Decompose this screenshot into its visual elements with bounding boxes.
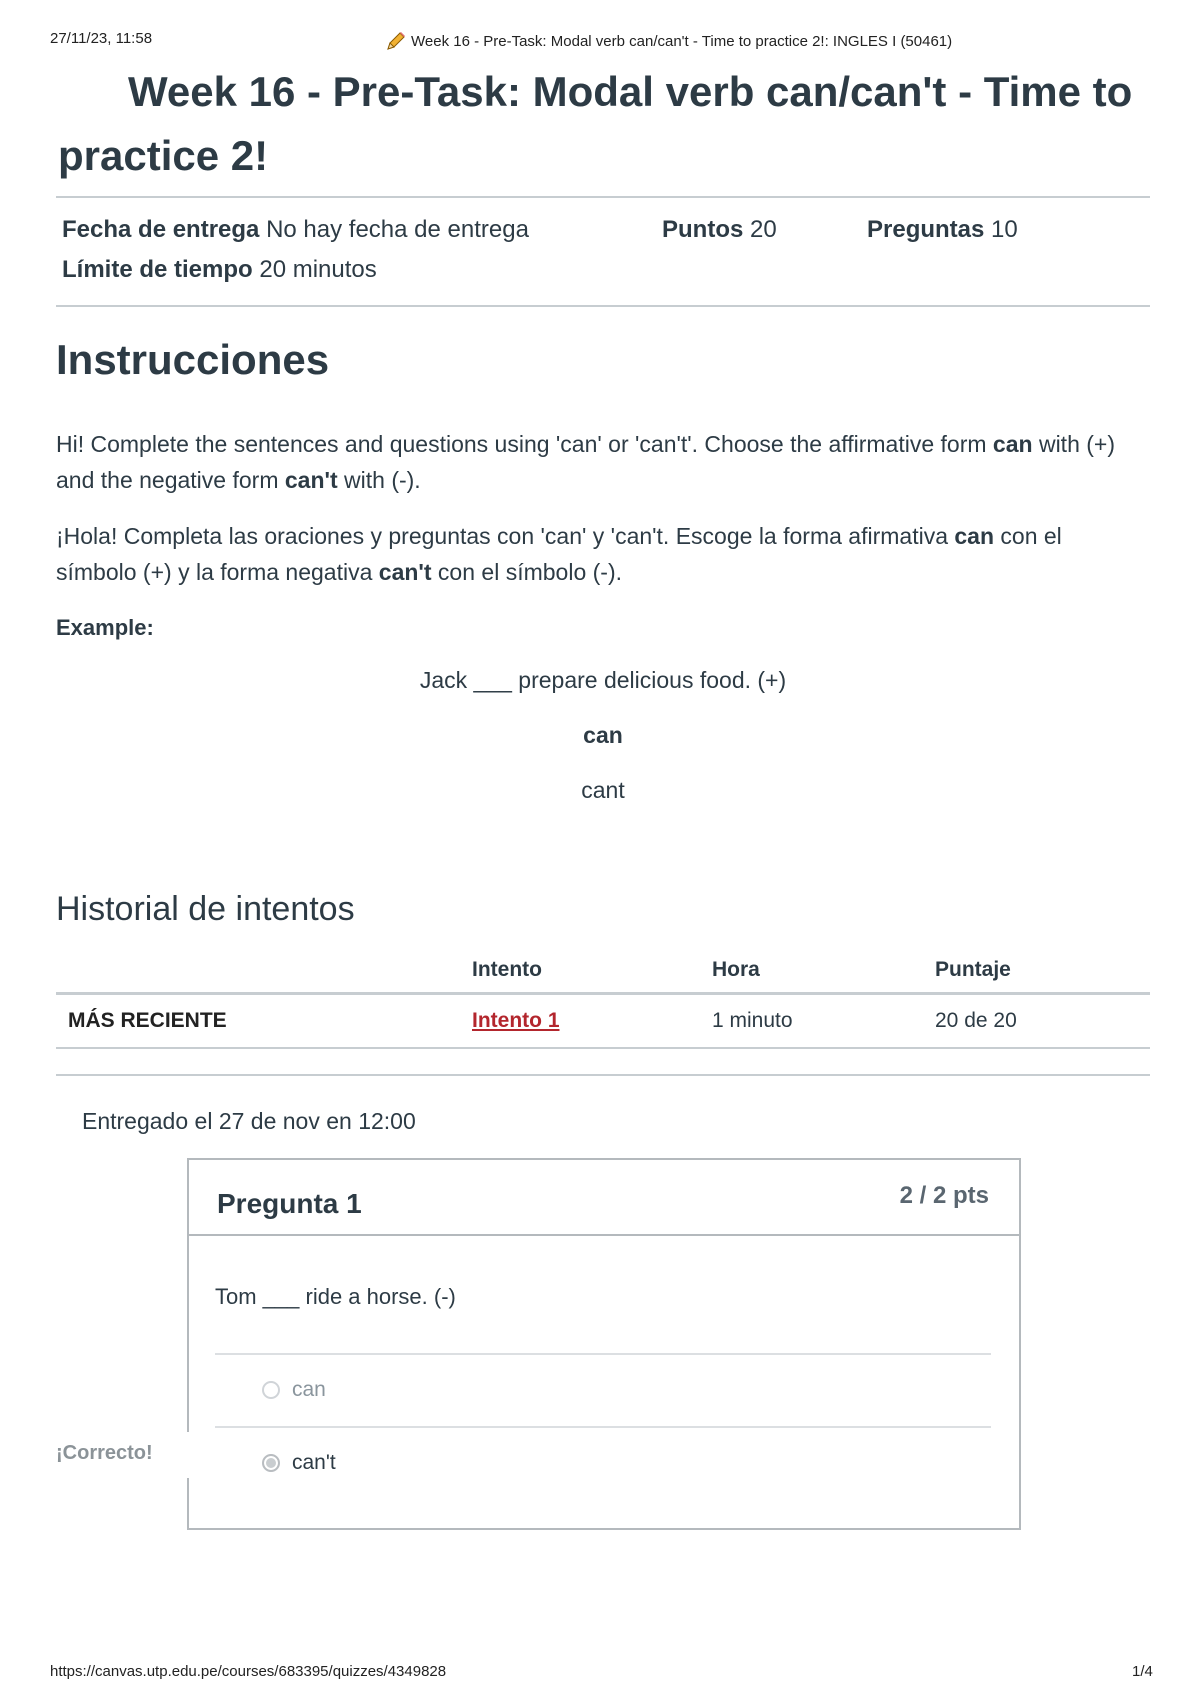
answer-label: can	[292, 1378, 326, 1401]
example-option-can: can	[583, 722, 623, 748]
questions	[867, 210, 1018, 250]
question-points: 2 / 2 pts	[899, 1182, 989, 1209]
example-sentence: Jack ___ prepare delicious food. (+)	[419, 667, 787, 693]
example-option-cant: cant	[581, 777, 625, 803]
es-bold-can: can	[954, 523, 995, 549]
en-bold-can: can	[992, 431, 1033, 457]
es-bold-cant: can't	[378, 559, 432, 585]
es-text-2: con el símbolo (+) y la forma negativa	[56, 523, 1062, 585]
page-title: Week 16 - Pre-Task: Modal verb can/can't - Time to practice 2!	[58, 68, 1133, 179]
attempt-link[interactable]: Intento 1	[472, 1009, 560, 1032]
submission-info: Entregado el 27 de nov en 12:00	[82, 1108, 416, 1134]
instructions-spanish	[56, 518, 1146, 590]
points	[662, 210, 867, 250]
column-header	[56, 950, 472, 994]
quiz-details	[62, 210, 1152, 290]
time-limit-label: Límite de tiempo	[62, 256, 253, 283]
column-header-attempt: Intento	[472, 950, 712, 994]
radio-unselected-icon[interactable]	[262, 1381, 280, 1399]
column-header-time: Hora	[712, 950, 935, 994]
print-datetime: 27/11/23, 11:58	[50, 30, 153, 47]
question-title: Pregunta 1	[217, 1188, 362, 1219]
pencil-icon	[385, 30, 407, 52]
instructions-english	[56, 426, 1146, 498]
answer-option-can[interactable]	[262, 1378, 326, 1402]
most-recent-label: MÁS RECIENTE	[56, 994, 472, 1049]
question-text: Tom ___ ride a horse. (-)	[215, 1284, 456, 1309]
table-row	[56, 994, 1150, 1049]
answer-label: can't	[292, 1451, 336, 1474]
example-label: Example:	[56, 615, 154, 640]
footer-url: https://canvas.utp.edu.pe/courses/683395/quizzes/4349828	[50, 1663, 447, 1680]
questions-value: 10	[991, 216, 1018, 243]
due-value: No hay fecha de entrega	[266, 216, 529, 243]
answer-option-cant[interactable]	[262, 1451, 336, 1475]
print-doc-title	[385, 30, 952, 52]
print-doc-title-text: Week 16 - Pre-Task: Modal verb can/can't - Time to practice 2!: INGLES I (50461)	[411, 32, 953, 50]
divider-details	[56, 305, 1150, 307]
due-label: Fecha de entrega	[62, 216, 260, 243]
time-limit-value: 20 minutos	[259, 256, 377, 283]
correct-badge: ¡Correcto!	[56, 1442, 153, 1464]
answer-divider	[215, 1426, 991, 1428]
time-limit	[62, 250, 377, 290]
es-text-3: con el símbolo (-).	[431, 559, 622, 585]
history-heading: Historial de intentos	[56, 890, 355, 928]
en-text-3: with (-).	[337, 467, 421, 493]
radio-selected-icon[interactable]	[262, 1454, 280, 1472]
due-date	[62, 210, 662, 250]
points-label: Puntos	[662, 216, 744, 243]
attempt-time: 1 minuto	[712, 994, 935, 1049]
divider-top	[56, 196, 1150, 198]
en-bold-cant: can't	[284, 467, 338, 493]
instructions-heading: Instrucciones	[56, 336, 330, 383]
es-text-1: ¡Hola! Completa las oraciones y preguntas con 'can' y 'can't. Escoge la forma afirmativa	[56, 523, 955, 549]
questions-label: Preguntas	[867, 216, 985, 243]
page-number: 1/4	[1132, 1663, 1153, 1680]
answer-divider	[215, 1353, 991, 1355]
attempt-history-table	[56, 950, 1150, 1049]
points-value: 20	[750, 216, 777, 243]
en-text-1: Hi! Complete the sentences and questions using 'can' or 'can't'. Choose the affirmative form	[56, 431, 993, 457]
correct-badge-background	[150, 1432, 190, 1478]
question-header	[189, 1160, 1019, 1236]
attempt-score: 20 de 20	[935, 994, 1150, 1049]
column-header-score: Puntaje	[935, 950, 1150, 994]
divider-submission	[56, 1074, 1150, 1076]
en-text-2: with (+) and the negative form	[56, 431, 1115, 493]
table-header-row	[56, 950, 1150, 994]
